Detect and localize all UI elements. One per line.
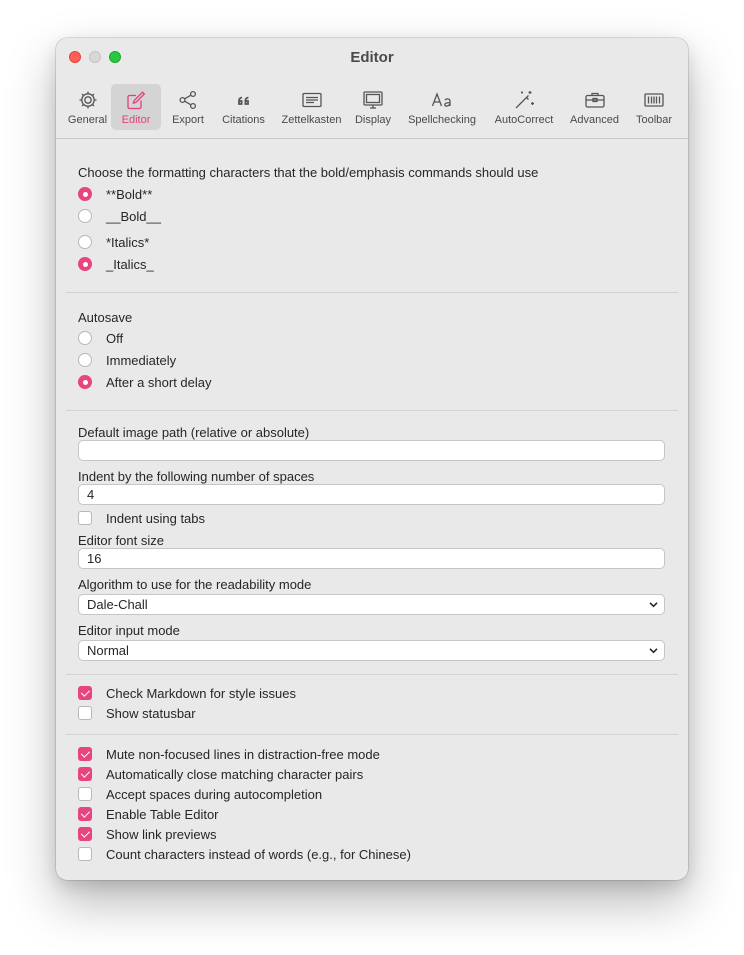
section-divider	[66, 674, 678, 675]
image-path-input[interactable]	[78, 440, 665, 461]
formatting-heading: Choose the formatting characters that the bold/emphasis commands should use	[78, 165, 539, 180]
tab-citations[interactable]: Citations	[215, 84, 272, 130]
preferences-toolbar	[64, 84, 678, 130]
checkbox-show-statusbar[interactable]	[78, 706, 92, 720]
share-icon	[177, 89, 199, 111]
radio-bold-underscores[interactable]	[78, 209, 92, 223]
radio-bold-asterisks[interactable]	[78, 187, 92, 201]
checkbox-link-previews-label: Show link previews	[106, 827, 217, 842]
section-divider	[66, 410, 678, 411]
tab-spellchecking[interactable]: Spellchecking	[395, 84, 489, 130]
tab-autocorrect[interactable]: AutoCorrect	[489, 84, 559, 130]
radio-autosave-delay-label: After a short delay	[106, 375, 212, 390]
section-divider	[66, 292, 678, 293]
toolbar-divider	[56, 138, 688, 139]
chevron-down-icon	[649, 646, 658, 655]
radio-autosave-delay[interactable]	[78, 375, 92, 389]
autosave-heading: Autosave	[78, 310, 133, 325]
radio-autosave-immediately-label: Immediately	[106, 353, 177, 368]
font-size-input[interactable]: 16	[78, 548, 665, 569]
radio-bold-underscores-label: __Bold__	[106, 209, 161, 224]
window-title: Editor	[350, 49, 394, 66]
toolbar-columns-icon	[643, 89, 665, 111]
tab-export[interactable]: Export	[161, 84, 215, 130]
readability-label: Algorithm to use for the readability mode	[78, 577, 312, 592]
toolbox-icon	[584, 89, 606, 111]
radio-italics-asterisk-label: *Italics*	[106, 235, 150, 250]
checkbox-close-pairs[interactable]	[78, 767, 92, 781]
radio-autosave-off[interactable]	[78, 331, 92, 345]
indent-spaces-input[interactable]: 4	[78, 484, 665, 505]
checkbox-table-editor[interactable]	[78, 807, 92, 821]
checkbox-link-previews[interactable]	[78, 827, 92, 841]
tab-toolbar[interactable]: Toolbar	[630, 84, 678, 130]
gear-icon	[77, 89, 99, 111]
checkbox-count-characters-label: Count characters instead of words (e.g., for Chinese)	[106, 847, 411, 862]
input-mode-select-value: Normal	[87, 643, 129, 658]
checkbox-count-characters[interactable]	[78, 847, 92, 861]
checkbox-close-pairs-label: Automatically close matching character pairs	[106, 767, 364, 782]
checkbox-mute-lines[interactable]	[78, 747, 92, 761]
tab-general[interactable]: General	[64, 84, 111, 130]
tab-display[interactable]: Display	[351, 84, 395, 130]
checkbox-markdown-style-label: Check Markdown for style issues	[106, 686, 297, 701]
radio-italics-underscore-label: _Italics_	[106, 257, 154, 272]
tab-advanced[interactable]: Advanced	[559, 84, 630, 130]
pencil-square-icon	[125, 89, 147, 111]
radio-bold-asterisks-label: **Bold**	[106, 187, 153, 202]
magic-wand-icon	[513, 89, 535, 111]
tab-zettelkasten[interactable]: Zettelkasten	[272, 84, 351, 130]
indent-spaces-label: Indent by the following number of spaces	[78, 469, 315, 484]
readability-select-value: Dale-Chall	[87, 597, 148, 612]
font-size-label: Editor font size	[78, 533, 164, 548]
checkbox-markdown-style[interactable]	[78, 686, 92, 700]
radio-autosave-immediately[interactable]	[78, 353, 92, 367]
input-mode-select[interactable]	[78, 640, 665, 661]
readability-select[interactable]	[78, 594, 665, 615]
checkbox-indent-tabs-label: Indent using tabs	[106, 511, 206, 526]
checkbox-accept-spaces-label: Accept spaces during autocompletion	[106, 787, 323, 802]
title-bar	[56, 38, 688, 138]
tab-editor[interactable]: Editor	[111, 84, 161, 130]
checkbox-table-editor-label: Enable Table Editor	[106, 807, 219, 822]
checkbox-accept-spaces[interactable]	[78, 787, 92, 801]
note-card-icon	[301, 89, 323, 111]
radio-autosave-off-label: Off	[106, 331, 124, 346]
monitor-icon	[362, 89, 384, 111]
checkbox-mute-lines-label: Mute non-focused lines in distraction-free mode	[106, 747, 380, 762]
image-path-label: Default image path (relative or absolute)	[78, 425, 310, 440]
quote-icon	[233, 89, 255, 111]
radio-italics-asterisk[interactable]	[78, 235, 92, 249]
radio-italics-underscore[interactable]	[78, 257, 92, 271]
chevron-down-icon	[649, 600, 658, 609]
preferences-window	[56, 38, 688, 880]
checkbox-show-statusbar-label: Show statusbar	[106, 706, 196, 721]
text-aa-icon	[431, 89, 453, 111]
section-divider	[66, 734, 678, 735]
checkbox-indent-tabs[interactable]	[78, 511, 92, 525]
input-mode-label: Editor input mode	[78, 623, 180, 638]
